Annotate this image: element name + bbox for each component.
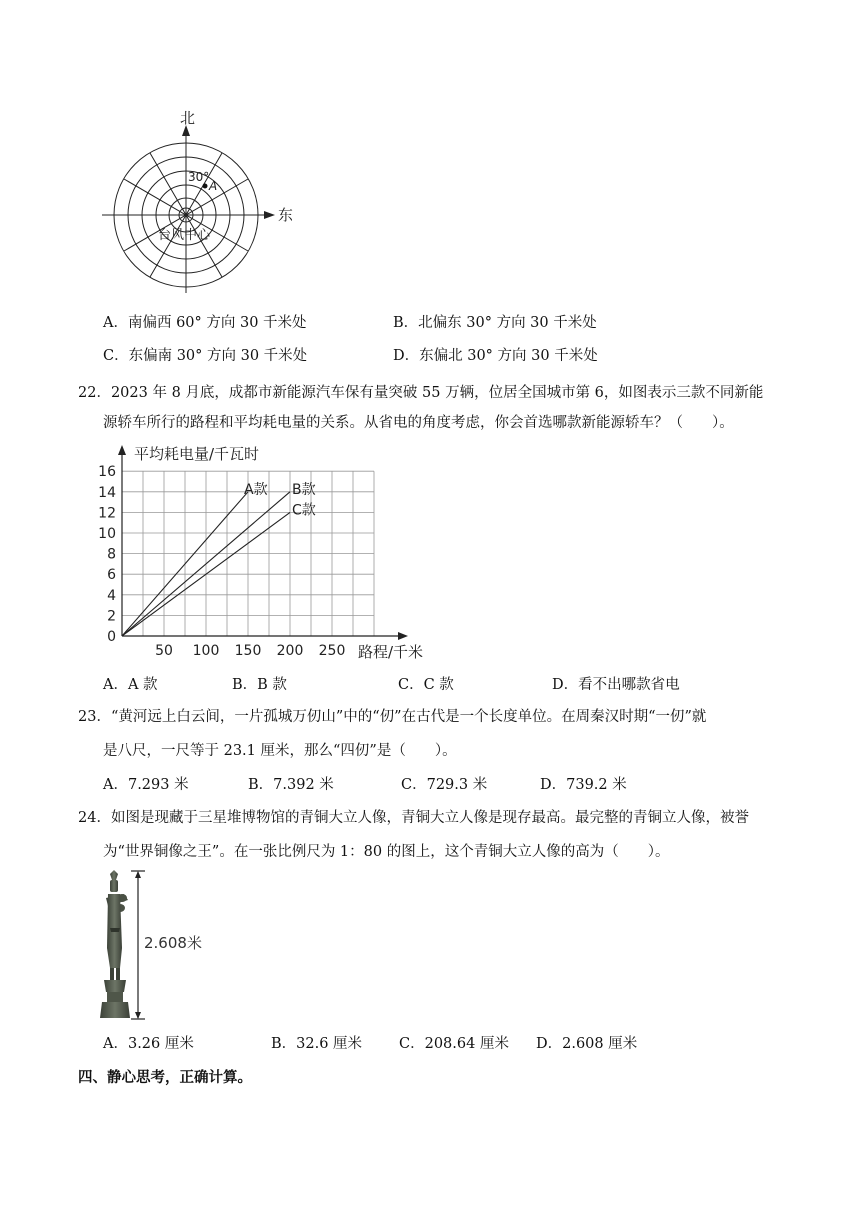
y-tick-label: 8: [107, 546, 116, 563]
chart-x-axis-label: 路程/千米: [358, 643, 424, 661]
y-tick-label: 4: [107, 587, 116, 604]
q24-option-b[interactable]: B．32.6 厘米: [271, 1036, 363, 1052]
chart-axes: [118, 445, 408, 640]
compass-angle-label: 30°: [188, 170, 210, 184]
q24-text-line2: 为“世界铜像之王”。在一张比例尺为 1：80 的图上，这个青铜大立人像的高为（ ）。: [103, 844, 670, 860]
x-tick-label: 150: [234, 643, 262, 659]
q22-option-a[interactable]: A．A 款: [103, 677, 158, 693]
q23-option-c[interactable]: C．729.3 米: [401, 777, 488, 793]
y-tick-label: 0: [107, 629, 116, 645]
q21-option-a[interactable]: A．南偏西 60° 方向 30 千米处: [103, 315, 307, 331]
q22-option-c[interactable]: C．C 款: [398, 677, 454, 693]
q21-option-d[interactable]: D．东偏北 30° 方向 30 千米处: [393, 348, 598, 364]
q23-text-line2: 是八尺，一尺等于 23.1 厘米，那么“四仞”是（ ）。: [103, 743, 457, 759]
q24-option-c[interactable]: C．208.64 厘米: [399, 1036, 509, 1052]
q24-text-line1: 24．如图是现藏于三星堆博物馆的青铜大立人像，青铜大立人像是现存最高。最完整的青铜立人像，被誉: [78, 810, 749, 826]
q23-option-a[interactable]: A．7.293 米: [103, 777, 189, 793]
x-tick-label: 250: [318, 643, 346, 659]
bronze-statue-figure: [98, 868, 218, 1023]
q24-option-d[interactable]: D．2.608 厘米: [536, 1036, 638, 1052]
series-label-1: A款: [244, 481, 268, 498]
series-label-2: B款: [292, 481, 316, 498]
typhoon-center-label: 台风中心: [158, 228, 211, 243]
y-tick-label: 16: [98, 464, 116, 481]
compass-east-label: 东: [278, 206, 294, 224]
x-tick-label: 50: [155, 643, 173, 659]
q24-option-a[interactable]: A．3.26 厘米: [103, 1036, 194, 1052]
x-axis-arrow: [398, 632, 408, 640]
q22-option-b[interactable]: B．B 款: [232, 677, 287, 693]
x-tick-label: 200: [276, 643, 304, 659]
compass-point-a-label: A: [209, 179, 218, 193]
energy-consumption-chart: [90, 440, 440, 665]
y-axis-arrow: [118, 445, 126, 455]
series-label-3: C款: [292, 502, 316, 519]
q23-text-line1: 23．“黄河远上白云间，一片孤城万仞山”中的“仞”在古代是一个长度单位。在周秦汉时期“一仞”就: [78, 709, 707, 725]
section-4-heading: 四、静心思考，正确计算。: [78, 1069, 252, 1086]
chart-series: [122, 481, 316, 636]
q21-option-c[interactable]: C．东偏南 30° 方向 30 千米处: [103, 348, 308, 364]
chart-y-axis-label: 平均耗电量/千瓦时: [134, 445, 260, 463]
typhoon-compass-figure: [96, 108, 296, 298]
q22-text-line2: 源轿车所行的路程和平均耗电量的关系。从省电的角度考虑，你会首选哪款新能源轿车？（ ）。: [103, 415, 734, 431]
q21-option-b[interactable]: B．北偏东 30° 方向 30 千米处: [393, 315, 597, 331]
q23-option-d[interactable]: D．739.2 米: [540, 777, 627, 793]
compass-north-label: 北: [180, 109, 196, 127]
x-tick-label: 100: [192, 643, 220, 659]
y-tick-label: 6: [107, 567, 116, 584]
statue-icon: [100, 870, 130, 1018]
y-tick-label: 14: [98, 484, 116, 501]
q22-text-line1: 22．2023 年 8 月底，成都市新能源汽车保有量突破 55 万辆，位居全国城市第 6，如图表示三款不同新能: [78, 385, 764, 401]
statue-height-label: 2.608米: [144, 934, 202, 952]
q23-option-b[interactable]: B．7.392 米: [248, 777, 334, 793]
y-tick-label: 12: [98, 505, 116, 522]
y-tick-label: 2: [107, 608, 116, 625]
q22-option-d[interactable]: D．看不出哪款省电: [552, 677, 680, 693]
y-tick-label: 10: [98, 526, 116, 542]
